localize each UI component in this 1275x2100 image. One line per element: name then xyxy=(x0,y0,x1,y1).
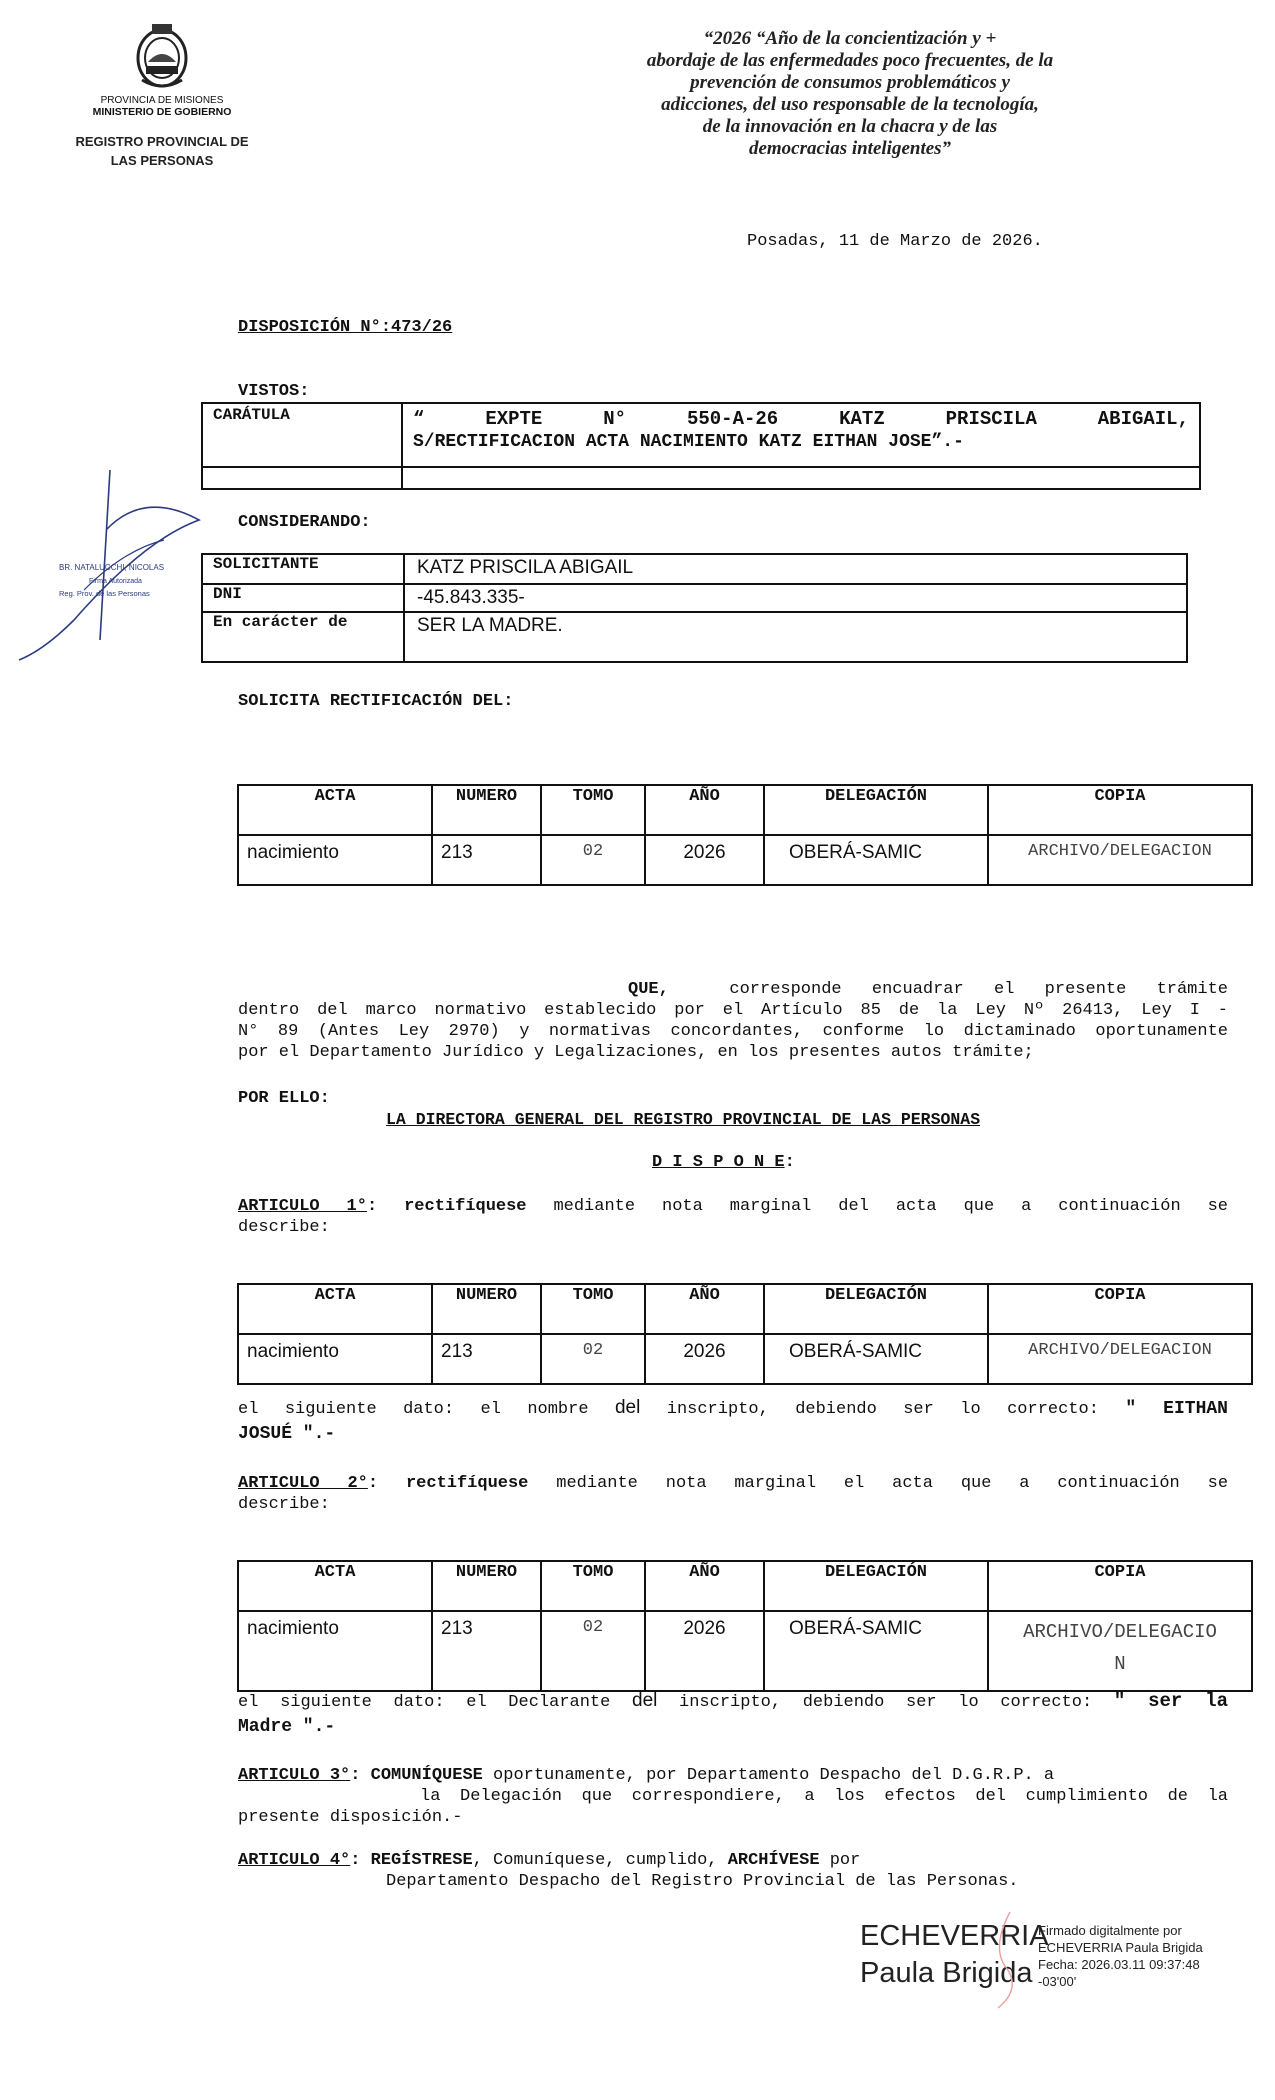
logo-registry xyxy=(62,132,262,170)
acta-cell-numero: 213 xyxy=(432,835,541,885)
que-paragraph xyxy=(238,979,1228,1063)
acta-cell-acta: nacimiento xyxy=(238,1334,432,1384)
art2-line1-rest: mediante nota marginal el acta que a continuación se xyxy=(556,1474,1229,1493)
acta-header-tomo: TOMO xyxy=(541,1561,645,1611)
logo-registry-line2: LAS PERSONAS xyxy=(110,153,214,168)
art2-after-b: inscripto, debiendo ser lo correcto: xyxy=(657,1693,1114,1712)
acta-header-numero: NUMERO xyxy=(432,1561,541,1611)
art2-correction xyxy=(238,1688,1228,1740)
articulo-4 xyxy=(238,1850,1228,1892)
art1-label: ARTICULO 1° xyxy=(238,1197,367,1216)
dni-label: DNI xyxy=(202,584,404,612)
acta-cell-tomo: 02 xyxy=(541,1334,645,1384)
signature-info-line4: -03'00' xyxy=(1038,1974,1077,1989)
signature-name-line1: ECHEVERRIA xyxy=(860,1920,1049,1952)
que-line4: por el Departamento Jurídico y Legalizaciones, en los presentes autos trámite; xyxy=(238,1043,1034,1062)
art4-line1-mid: , Comuníquese, cumplido, xyxy=(472,1851,728,1870)
motto-line: de la innovación en la chacra y de las xyxy=(702,116,998,137)
acta-header-anio: AÑO xyxy=(645,1284,764,1334)
acta-cell-anio: 2026 xyxy=(645,835,764,885)
motto-line: abordaje de las enfermedades poco frecuentes, de la xyxy=(646,50,1054,71)
art1-correction-line1 xyxy=(238,1395,1228,1422)
que-line3: N° 89 (Antes Ley 2970) y normativas concordantes, conforme lo dictaminado oportunamente xyxy=(238,1022,1228,1041)
signature-info-line1: Firmado digitalmente por xyxy=(1038,1923,1182,1938)
acta-cell-delegacion: OBERÁ-SAMIC xyxy=(764,1611,988,1691)
copia-line1: ARCHIVO/DELEGACIO xyxy=(1023,1621,1217,1643)
art4-verb: REGÍSTRESE xyxy=(370,1851,473,1870)
acta-header-delegacion: DELEGACIÓN xyxy=(764,1561,988,1611)
art1-verb: rectifíquese xyxy=(404,1197,527,1216)
acta-cell-copia: ARCHIVO/DELEGACION xyxy=(988,835,1252,885)
acta-cell-tomo: 02 xyxy=(541,835,645,885)
por-ello: POR ELLO: xyxy=(238,1089,330,1108)
art2-correction-line1 xyxy=(238,1688,1228,1715)
art1-line1: ARTICULO 1°: rectifíquese mediante nota marginal del acta que a continuación se xyxy=(238,1197,1228,1216)
art2-value2: Madre ".- xyxy=(238,1717,336,1737)
caratula-value xyxy=(402,403,1200,467)
dispone-text: D I S P O N E xyxy=(652,1153,785,1172)
acta-header-acta: ACTA xyxy=(238,1561,432,1611)
caratula-table xyxy=(201,402,1201,490)
acta-table-2 xyxy=(237,1283,1253,1385)
left-authorized-signature xyxy=(14,470,204,670)
disposition-number: DISPOSICIÓN N°:473/26 xyxy=(238,318,453,337)
vistos-label: VISTOS: xyxy=(238,382,310,401)
art1-line2: describe: xyxy=(238,1218,330,1237)
signature-info xyxy=(1038,1922,1203,1990)
art4-line2: Departamento Despacho del Registro Provincial de las Personas. xyxy=(386,1872,1019,1891)
solicitante-table xyxy=(201,553,1188,663)
art3-label: ARTICULO 3° xyxy=(238,1766,351,1785)
caratula-line2: S/RECTIFICACION ACTA NACIMIENTO KATZ EITHAN JOSE”.- xyxy=(413,432,964,452)
art2-after-a: el siguiente dato: el Declarante xyxy=(238,1693,632,1712)
signature-name-line2: Paula Brigida xyxy=(860,1957,1033,1989)
art4-line1-end: por xyxy=(819,1851,861,1870)
acta-table-1 xyxy=(237,784,1253,886)
art2-after-del: del xyxy=(632,1690,658,1711)
art2-line1: ARTICULO 2°: rectifíquese mediante nota marginal el acta que a continuación se xyxy=(238,1474,1229,1493)
dispone-colon: : xyxy=(784,1153,795,1172)
art4-label: ARTICULO 4° xyxy=(238,1851,351,1870)
art4-verb2: ARCHÍVESE xyxy=(727,1851,820,1870)
caratula-line1: “ EXPTE N° 550-A-26 KATZ PRISCILA ABIGAIL, xyxy=(413,408,1189,430)
digital-signature-block xyxy=(860,1910,1250,2020)
acta-cell-tomo: 02 xyxy=(541,1611,645,1691)
acta-cell-copia xyxy=(988,1611,1252,1691)
motto-line: democracias inteligentes” xyxy=(748,138,952,159)
acta-cell-delegacion: OBERÁ-SAMIC xyxy=(764,835,988,885)
acta-header-numero: NUMERO xyxy=(432,1284,541,1334)
que-lead: QUE, xyxy=(628,980,669,999)
art2-line2: describe: xyxy=(238,1495,330,1514)
signature-mark-icon xyxy=(980,1910,1040,2010)
acta-table-3 xyxy=(237,1560,1253,1692)
art1-value1: " EITHAN xyxy=(1125,1399,1228,1419)
acta-header-copia: COPIA xyxy=(988,785,1252,835)
art1-after-del: del xyxy=(614,1397,641,1418)
solicitante-label: SOLICITANTE xyxy=(202,554,404,584)
stamp-role: Firma Autorizada xyxy=(89,578,142,585)
stamp-name: BR. NATALUCCHI, NICOLAS xyxy=(59,563,165,572)
art4-line1: ARTICULO 4°: REGÍSTRESE, Comuníquese, cumplido, ARCHÍVESE por xyxy=(238,1851,861,1870)
directora-heading: LA DIRECTORA GENERAL DEL REGISTRO PROVINCIAL DE LAS PERSONAS xyxy=(386,1110,981,1129)
header-logo-block xyxy=(62,22,262,170)
acta-header-acta: ACTA xyxy=(238,785,432,835)
header-motto xyxy=(540,28,1160,160)
art3-line3: presente disposición.- xyxy=(238,1808,463,1827)
logo-ministry: MINISTERIO DE GOBIERNO xyxy=(92,106,232,118)
acta-header-delegacion: DELEGACIÓN xyxy=(764,1284,988,1334)
caracter-value: SER LA MADRE. xyxy=(404,612,1187,662)
solicitante-value: KATZ PRISCILA ABIGAIL xyxy=(404,554,1187,584)
dispone-heading xyxy=(652,1153,795,1172)
stamp-org: Reg. Prov. de las Personas xyxy=(59,589,150,598)
caratula-label: CARÁTULA xyxy=(202,403,402,467)
motto-line: adicciones, del uso responsable de la tecnología, xyxy=(661,94,1039,115)
acta-header-delegacion: DELEGACIÓN xyxy=(764,785,988,835)
articulo-3 xyxy=(238,1765,1228,1828)
acta-header-acta: ACTA xyxy=(238,1284,432,1334)
art1-after-b: inscripto, debiendo ser lo correcto: xyxy=(640,1400,1126,1419)
acta-header-copia: COPIA xyxy=(988,1284,1252,1334)
acta-header-anio: AÑO xyxy=(645,1561,764,1611)
acta-cell-acta: nacimiento xyxy=(238,835,432,885)
art1-line1-rest: mediante nota marginal del acta que a continuación se xyxy=(553,1197,1228,1216)
acta-cell-acta: nacimiento xyxy=(238,1611,432,1691)
acta-header-tomo: TOMO xyxy=(541,785,645,835)
acta-cell-numero: 213 xyxy=(432,1611,541,1691)
que-line1-text: corresponde encuadrar el presente trámite xyxy=(729,980,1228,999)
logo-registry-line1: REGISTRO PROVINCIAL DE xyxy=(75,134,249,149)
art3-line1-rest: oportunamente, por Departamento Despacho del D.G.R.P. a xyxy=(482,1766,1055,1785)
motto-line: “2026 “Año de la concientización y + xyxy=(703,28,997,49)
acta-header-copia: COPIA xyxy=(988,1561,1252,1611)
art1-correction xyxy=(238,1395,1228,1447)
art2-verb: rectifíquese xyxy=(405,1474,529,1493)
date-line: Posadas, 11 de Marzo de 2026. xyxy=(747,232,1043,251)
acta-cell-numero: 213 xyxy=(432,1334,541,1384)
acta-cell-anio: 2026 xyxy=(645,1334,764,1384)
art1-after-a: el siguiente dato: el nombre xyxy=(238,1400,615,1419)
art3-line1: ARTICULO 3°: COMUNÍQUESE oportunamente, por Departamento Despacho del D.G.R.P. a xyxy=(238,1766,1055,1785)
que-line1 xyxy=(238,979,1228,1000)
caracter-label: En carácter de xyxy=(202,612,404,662)
acta-header-anio: AÑO xyxy=(645,785,764,835)
dni-value: -45.843.335- xyxy=(404,584,1187,612)
motto-line: prevención de consumos problemáticos y xyxy=(690,72,1010,93)
province-seal-icon xyxy=(132,22,192,90)
art2-label: ARTICULO 2° xyxy=(238,1474,368,1493)
signature-info-line2: ECHEVERRIA Paula Brigida xyxy=(1038,1940,1203,1955)
logo-province: PROVINCIA DE MISIONES xyxy=(100,95,224,106)
acta-cell-copia: ARCHIVO/DELEGACION xyxy=(988,1334,1252,1384)
acta-cell-anio: 2026 xyxy=(645,1611,764,1691)
articulo-2 xyxy=(238,1473,1228,1515)
acta-header-tomo: TOMO xyxy=(541,1284,645,1334)
que-line2: dentro del marco normativo establecido por el Artículo 85 de la Ley Nº 26413, Ley I - xyxy=(238,1001,1228,1020)
acta-cell-delegacion: OBERÁ-SAMIC xyxy=(764,1334,988,1384)
art2-value1: " ser la xyxy=(1113,1690,1228,1712)
copia-line2: N xyxy=(1114,1653,1126,1675)
articulo-1 xyxy=(238,1196,1228,1238)
solicita-label: SOLICITA RECTIFICACIÓN DEL: xyxy=(238,692,514,711)
art3-verb: COMUNÍQUESE xyxy=(370,1766,483,1785)
art3-line2: la Delegación que correspondiere, a los efectos del cumplimiento de la xyxy=(420,1787,1228,1806)
art1-value2: JOSUÉ ".- xyxy=(238,1424,336,1444)
signature-info-line3: Fecha: 2026.03.11 09:37:48 xyxy=(1038,1957,1200,1972)
considerando-label: CONSIDERANDO: xyxy=(238,513,371,532)
acta-header-numero: NUMERO xyxy=(432,785,541,835)
